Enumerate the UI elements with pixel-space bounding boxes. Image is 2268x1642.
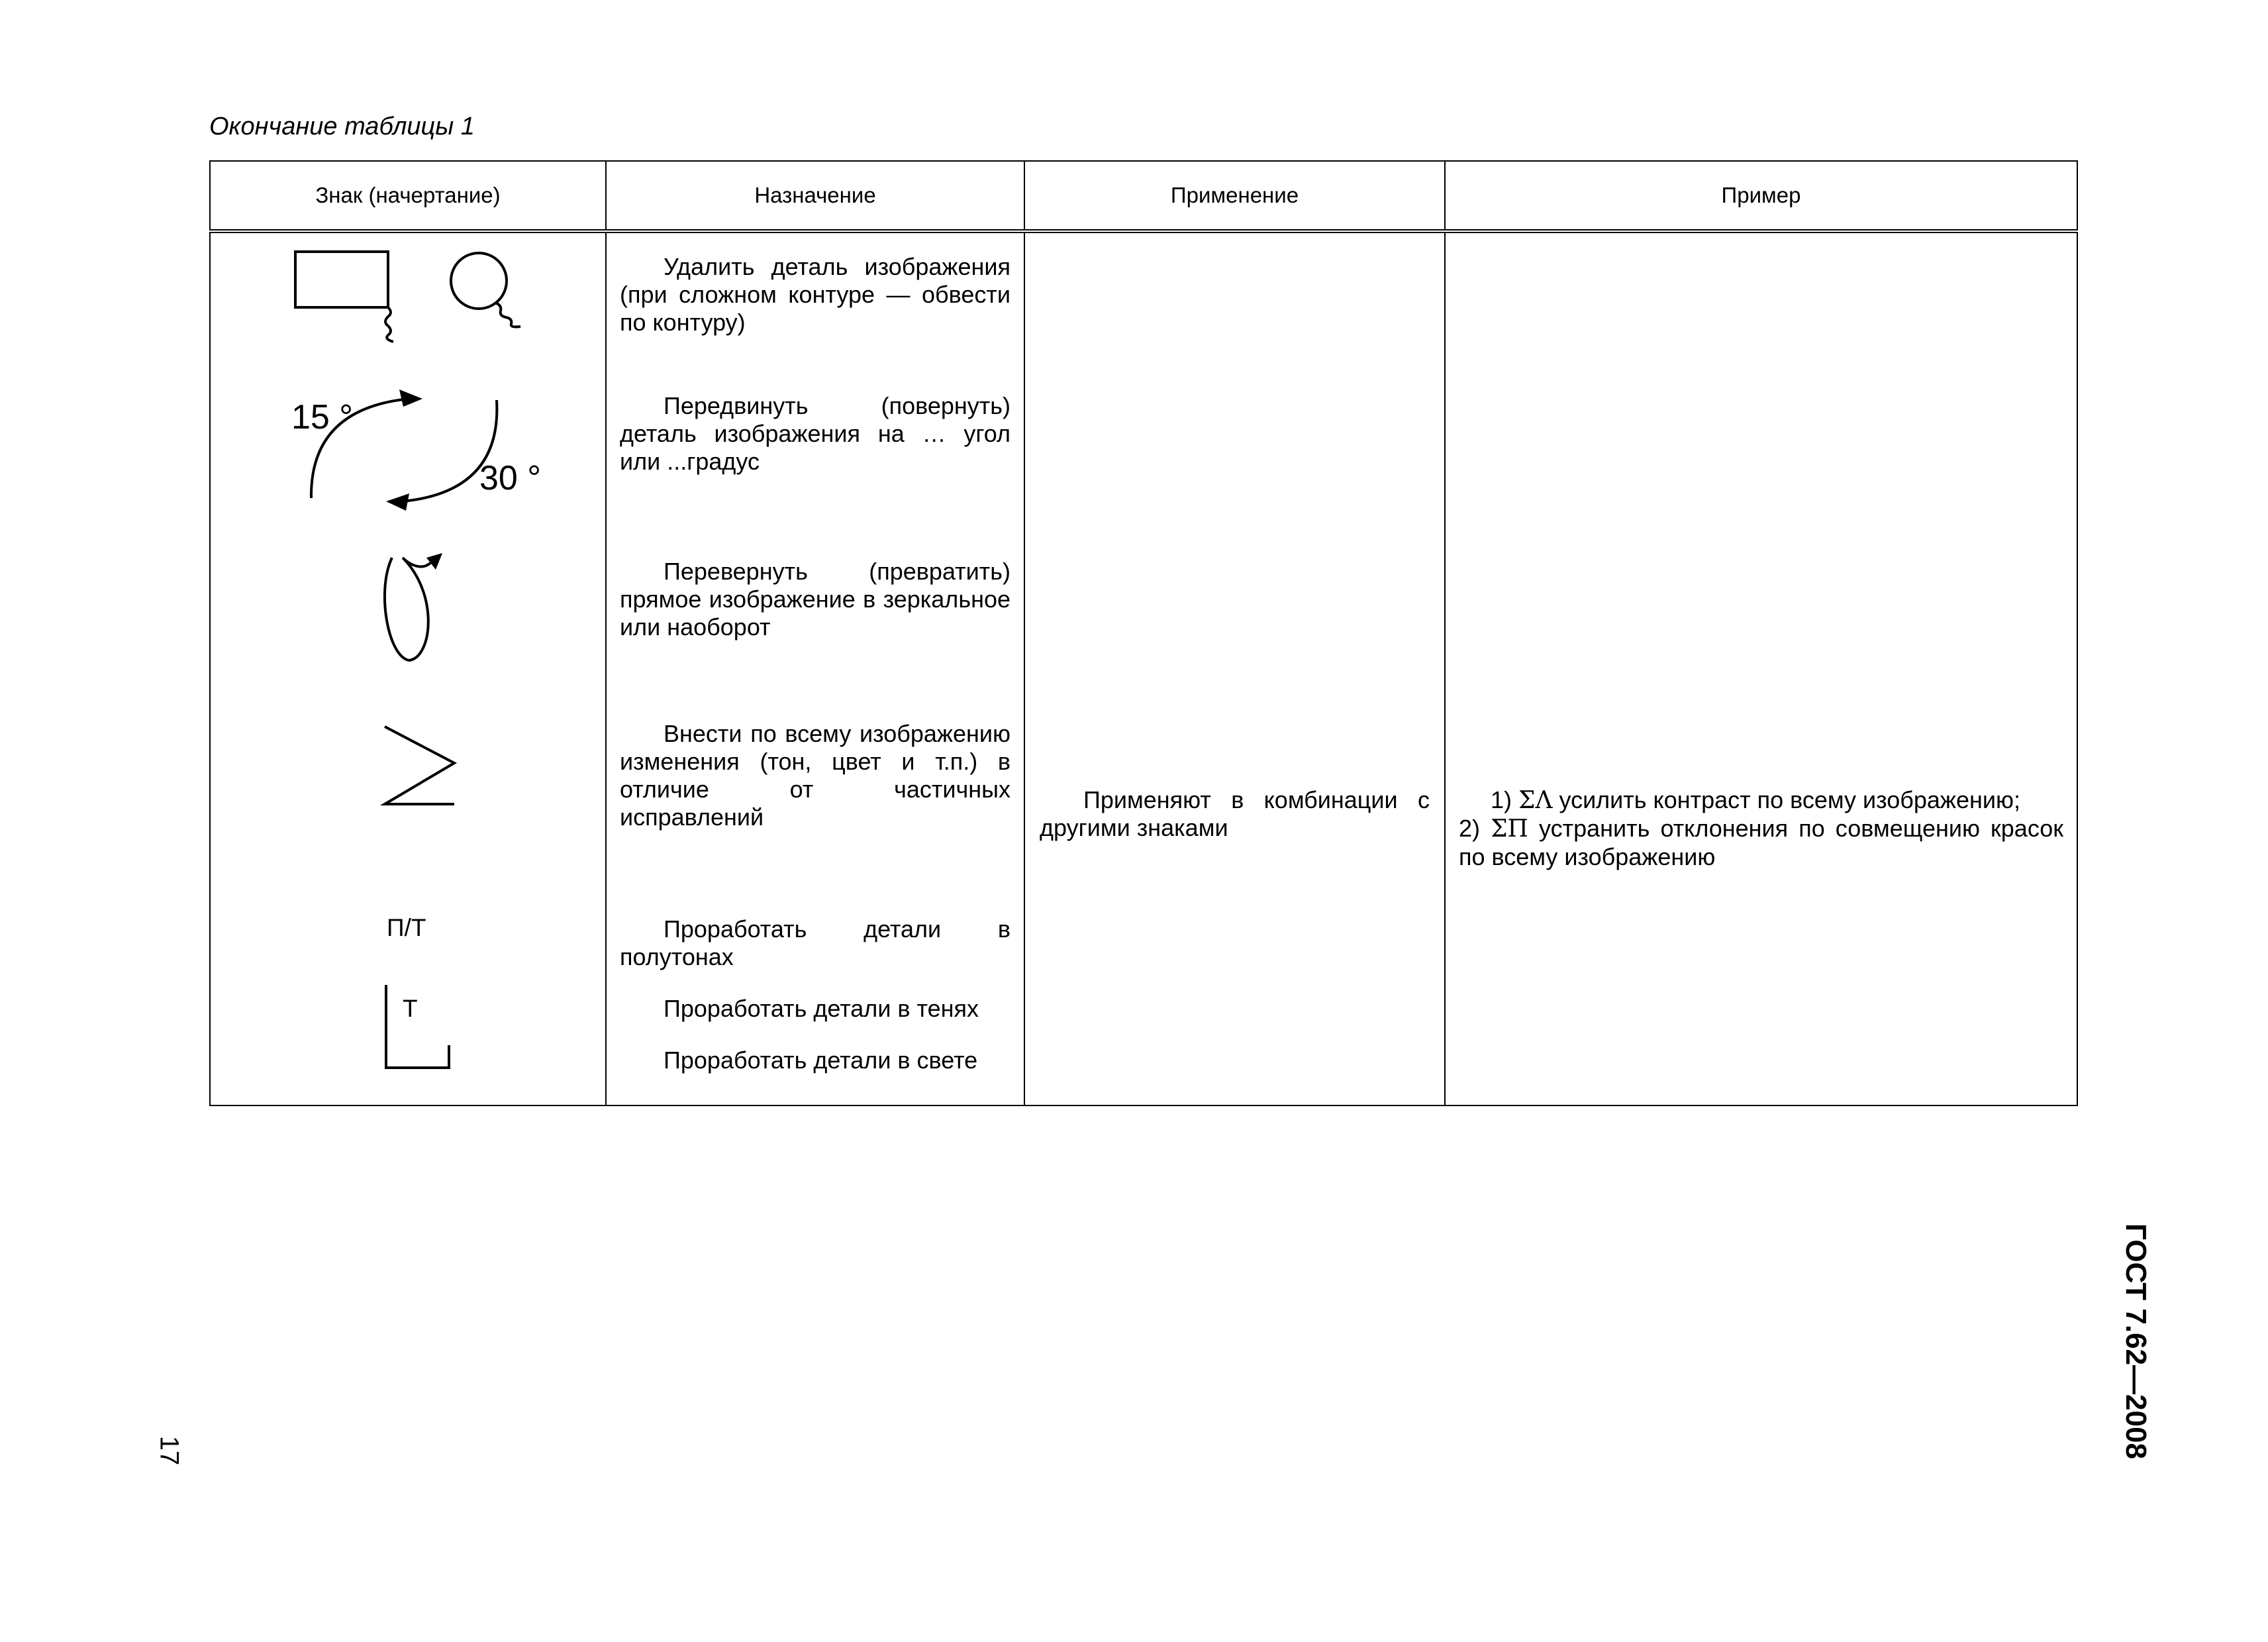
table-row [210,231,2077,1105]
signs-table [209,160,2078,1106]
rotate-angle-left-label: 15 ° [291,398,354,436]
rotate-arrow-head-top [399,389,422,407]
purpose-rotate: Передвинуть (повернуть) деталь изображения на … угол или ...градус [620,392,1011,475]
example-text [1459,786,2063,871]
purpose-cell [606,231,1024,1105]
header-example: Пример [1445,161,2077,231]
purpose-whole-image: Внести по всему изображению изменения (тон, цвет и т.п.) в отличие от частичных исправлений [620,720,1011,831]
rotate-arrow-head-bottom [386,493,409,511]
example-line-2: 2) ΣΠ устранить отклонения по совмещению красок по всему изображению [1459,815,2063,870]
application-cell [1024,231,1445,1105]
halftone-sign-label: П/Т [387,914,426,941]
delete-circle-icon [451,253,520,327]
shadow-sign-label: Т [403,995,418,1022]
page-number: 17 [154,1435,184,1466]
header-application: Применение [1024,161,1445,231]
application-text: Применяют в комбинации с другими знаками [1040,786,1430,841]
purpose-halftones: Проработать детали в полутонах [620,915,1011,970]
mirror-arrow-head [426,553,442,570]
mirror-loop-icon [385,558,430,660]
purpose-shadows: Проработать детали в тенях [664,995,979,1022]
header-purpose: Назначение [606,161,1024,231]
sigma-icon [385,727,454,804]
example-cell [1445,231,2077,1105]
purpose-light: Проработать детали в свете [664,1047,978,1074]
purpose-delete: Удалить деталь изображения (при сложном контуре — обвести по контуру) [620,253,1011,336]
table-caption: Окончание таблицы 1 [209,113,475,140]
standard-designation: ГОСТ 7.62—2008 [2120,1223,2152,1459]
delete-rectangle-icon [295,252,393,342]
signs-drawing [211,233,607,1105]
purpose-mirror: Перевернуть (превратить) прямое изображение в зеркальное или наоборот [620,558,1011,641]
sign-cell [210,231,606,1105]
header-sign: Знак (начертание) [210,161,606,231]
example-line-1: 1) ΣΛ усилить контраст по всему изображению; [1491,786,2021,814]
table-header-row [210,161,2077,231]
rotate-angle-right-label: 30 ° [479,459,542,497]
